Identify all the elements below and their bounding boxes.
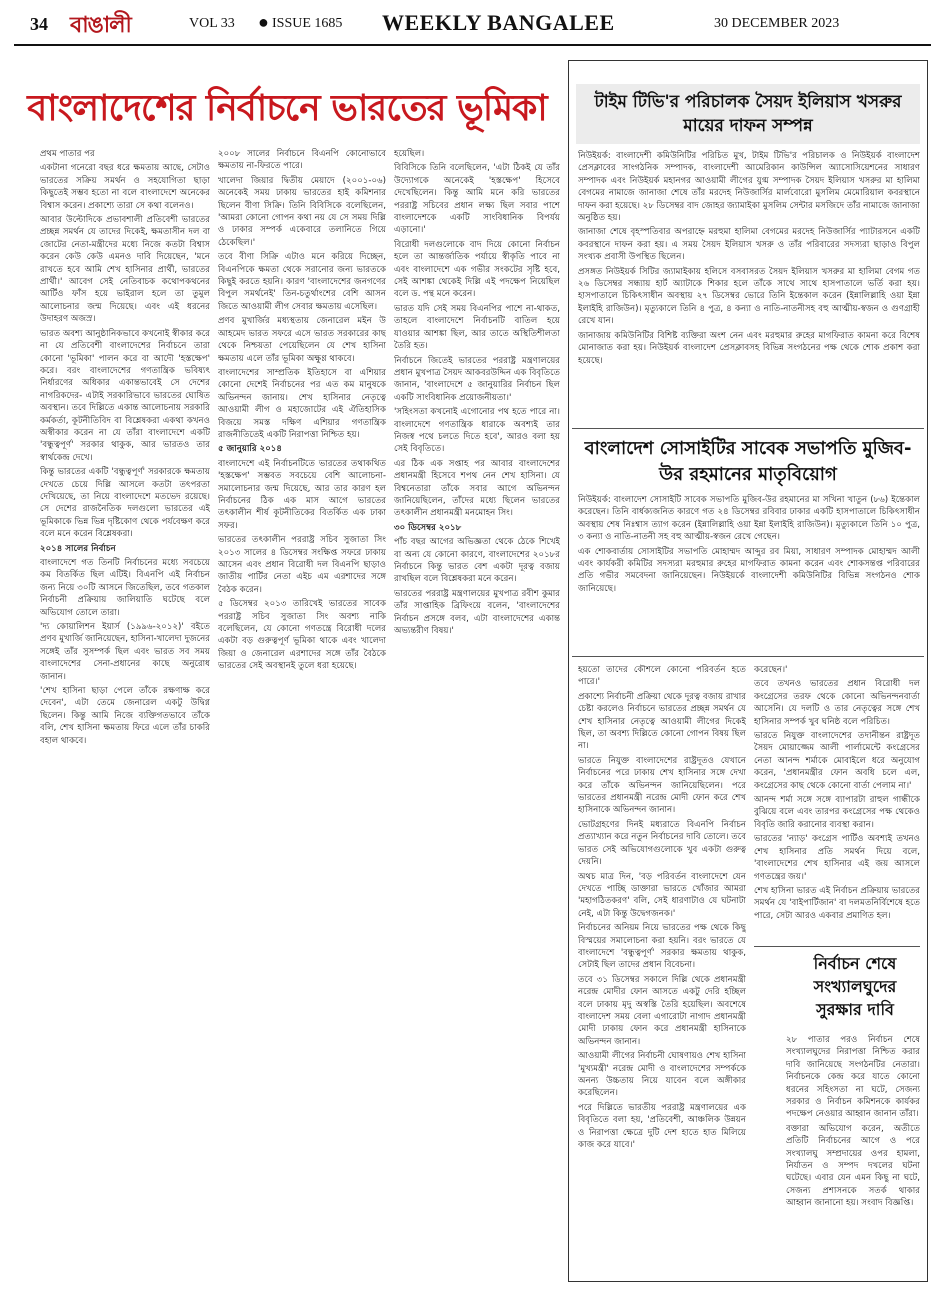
article-column-5 [754,664,920,942]
article-column-2 [218,148,386,1278]
divider [572,428,924,429]
paragraph: করেছেন।' [754,665,788,675]
paragraph: 'দ্য কোয়ালিশন ইয়ার্স (১৯৯৬-২০১২)' বইতে প্রণব মুখার্জি জানিয়েছেন, হাসিনা-খালেদা দুজনের সঙ্গেই তাঁর সুসম্পর্ক ছিল এবং ভারত সব সময় বাংলাদেশের সেনা-প্রধানের কাছে অনুরোধ জানান। [40,622,210,682]
paragraph: নির্বাচনে জিতেই ভারতের পররাষ্ট্র মন্ত্রণালয়ের প্রধান মুখপাত্র সৈয়দ আকবরউদ্দিন এক বিবৃতিতে জানান, 'বাংলাদেশে ৫ জানুয়ারির নির্বাচন ছিল একটি সাংবিধানিক প্রয়োজনীয়তা।' [394,355,560,403]
paragraph: কিন্তু ভারতের একটি 'বন্ধুত্বপূর্ণ' সরকারকে ক্ষমতায় দেখতে চেয়ে দিল্লি আসলে কতটা তৎপরতা দেখিয়েছে, তা নিয়ে বাংলাদেশে মতভেদ রয়েছে। সে দেশের রাজনৈতিক দলগুলো ভারতের এই ভূমিকাকে ভিন্ন ভিন্ন দৃষ্টিকোণ থেকে পর্যবেক্ষণ করে বলে মনে করেন বিশ্লেষকরা। [40,467,210,540]
paragraph: তবে বীণা সিক্রি এটাও মনে করিয়ে দিচ্ছেন, বিএনপিকে ক্ষমতা থেকে সরানোর জন্য ভারতকে কিছুই করতে হয়নি। কারণ 'বাংলাদেশের জনগণের বিপুল সমর্থনেই' তিন-চতুর্থাংশের বেশি আসন জিতে আওয়ামী লীগ সেবার ক্ষমতায় এসেছিল। [218,252,386,312]
article2-headline: টাইম টিভি'র পরিচালক সৈয়দ ইলিয়াস খসরুর মায়ের দাফন সম্পন্ন [576,84,920,144]
paragraph: হয়েছিল। [394,149,425,159]
article3-headline: বাংলাদেশ সোসাইটির সাবেক সভাপতি মুজিব-উর রহমানের মাতৃবিয়োগ [584,438,912,485]
paragraph: আবার উল্টোদিকে প্রভাবশালী প্রতিবেশী ভারতের প্রচ্ছন্ন সমর্থন যে তাদের দিকেই, ক্ষমতাসীন দল বা জোটের নেতা-মন্ত্রীদের মধ্যে নিজে কতটা বিশ্বাস করেন কেউ কেউ এমনও দাবি দিয়েছেন, 'মনে রাখতে হবে আমি শেখ হাসিনার প্রার্থী, ভারতের প্রার্থী।' আবেগ সেই নেতিবাচক কথোপকথনের আর্টিও ফাঁস হয়ে ভাইরাল হলে তা তুমুল আলোচনার জন্ম দিয়েছে। এবং এই ধরনের উদাহরণ অজস্র। [40,215,210,325]
paragraph: জানাজায় কমিউনিটির বিশিষ্ট ব্যক্তিরা অংশ নেন এবং মরহুমার রুহের মাগফিরাত কামনা করে বিশেষ মোনাজাত করা হয়। নিউইয়র্ক বাংলাদেশ প্রেসক্লাবসহ বিভিন্ন সংগঠনের পক্ষ থেকে শোক প্রকাশ করা হয়েছে। [578,330,920,366]
divider [572,656,924,657]
issue-date: 30 DECEMBER 2023 [714,16,840,31]
paragraph: জানাজা শেষে বৃহস্পতিবার অপরাহ্নে মরহুমা হালিমা বেগমের মরদেহ নিউজার্সির প্যাটারসনে একটি কবরস্থানে দাফন করা হয়। এ সময় সৈয়দ ইলিয়াস খসরু ও তাঁর পরিবারের সদস্যরা ছাড়াও বিপুল সংখ্যক প্রবাসী উপস্থিত ছিলেন। [578,227,920,263]
paragraph: বাংলাদেশে গত তিনটি নির্বাচনের মধ্যে সবচেয়ে কম বিতর্কিত ছিল এটিই। বিএনপি এই নির্বাচন জন্য নিয়ে ৩০টি আসনে জিতেছিল, তবে গতকাল নির্বাচনী প্রক্রিয়ায় জালিয়াতি ঘটেছে বলে অভিযোগ তোলে তারা। [40,558,210,618]
paragraph: প্রকাশ্যে নির্বাচনী প্রক্রিয়া থেকে দূরত্ব বজায় রাখার চেষ্টা করলেও নির্বাচনে ভারতের প্রচ্ছন্ন সমর্থন যে শেখ হাসিনার নেতৃত্বে আওয়ামী লীগের দিকেই ছিল, তা অবশ্য দিল্লিতে কোনো গোপন বিষয় ছিল না। [578,691,746,752]
main-headline: বাংলাদেশের নির্বাচনে ভারতের ভূমিকা [27,88,547,129]
masthead [14,6,931,46]
paragraph: বিবিসিকে তিনি বলেছিলেন, 'এটা ঠিকই যে তাঁর উদ্যোগকে অনেকেই 'হস্তক্ষেপ' হিসেবে দেখেছিলেন। কিন্তু আমি মনে করি ভারতের পররাষ্ট্র সচিবের প্রধান লক্ষ্য ছিল সবার পাশে বাংলাদেশকে একটি সাংবিধানিক বিপর্যয় এড়ানো।' [394,163,560,236]
paragraph: আনন্দ শর্মা সঙ্গে সঙ্গে ব্যাপারটা রাহুল গান্ধীকে বুঝিয়ে বলে এবং তারপর কংগ্রেসের পক্ষ থেকেও বিবৃতি জারি করানোর ব্যবস্থা করান। [754,795,920,830]
paragraph: তবে তখনও ভারতের প্রধান বিরোধী দল কংগ্রেসের তরফ থেকে কোনো অভিনন্দনবার্তা আসেনি। যে দলটি ও তার নেতৃত্বের সঙ্গে শেখ হাসিনার সম্পর্ক খুব ঘনিষ্ঠ বলে পরিচিত। [754,679,920,727]
paragraph: 'সহিংসতা কখনোই এগোনোর পথ হতে পারে না। বাংলাদেশে গণতান্ত্রিক ধারাকে অবশ্যই তার নিজস্ব পথে চলতে দিতে হবে', আরও বলা হয় সেই বিবৃতিতে। [394,407,560,455]
paragraph: তবে ৩১ ডিসেম্বর সকালে দিল্লি থেকে প্রধানমন্ত্রী নরেন্দ্র মোদীর ফোন আসতে একটু দেরি হচ্ছিল বলে ঢাকায় মৃদু অস্বস্তি তৈরি হয়েছিল। অবশেষে বাংলাদেশ সময় বেলা এগারোটা নাগাদ প্রধানমন্ত্রী মোদী ঢাকায় ফোন করে প্রধানমন্ত্রী হাসিনাকে অভিনন্দন জানান। [578,974,746,1047]
paragraph: বাংলাদেশের সাম্প্রতিক ইতিহাসে বা এশিয়ার কোনো দেশেই নির্বাচনের পর এত কম মানুষকে অভিনন্দন জানায়। শেখ হাসিনার নেতৃত্বে আওয়ামী লীগ ও মহাজোটের এই ঐতিহাসিক বিজয়ে সমস্ত দক্ষিণ এশিয়ার গণতান্ত্রিক রাজনীতিতেই একটি নিরাপত্তা নিশ্চিত হয়। [218,367,386,440]
article3-body [578,494,920,648]
paragraph: খালেদা জিয়ার দ্বিতীয় মেয়াদে (২০০১-০৬) অনেকেই সময় ঢাকায় ভারতের হাই কমিশনার ছিলেন বীণা সিক্রি। তিনি বিবিসিকে বলেছিলেন, 'আমরা কোনো গোপন কথা নয় যে সে সময় দিল্লি ও ঢাকার সম্পর্ক একেবারে তলানিতে গিয়ে ঠেকেছিল।' [218,175,386,248]
paragraph: 'শেখ হাসিনা ছাড়া পেলে তাঁকে রক্ষণাক্ষ করে দেবেন', এটা তেমে জেনারেল একটু উদ্বিগ্ন ছিলেন। কিন্তু আমি নিজে ব্যক্তিগতভাবে তাঁকে বলি, শেখ হাসিনা ক্ষমতায় ফিরে এলে তাঁর চাকরি বহাল থাকবে। [40,686,210,746]
article4-headline: নির্বাচন শেষে সংখ্যালঘুদের সুরক্ষার দাবি [813,954,897,1019]
paragraph: ভোটগ্রহণের দিনই মধ্যরাতে বিএনপি নির্বাচন প্রত্যাখ্যান করে নতুন নির্বাচনের দাবি তোলে। তবে ভারত সেই অভিযোগগুলোকে খুব একটা গুরুত্ব দেয়নি। [578,819,746,868]
paragraph: ভারত যদি সেই সময় বিএনপির পাশে না-থাকত, তাহলে বাংলাদেশে নির্বাচনটি বাতিল হয়ে যাওয়ার আশঙ্কা ছিল, আর তাতে অস্থিতিশীলতা তৈরি হত। [394,303,560,352]
paragraph: নিউইয়র্ক: বাংলাদেশী কমিউনিটির পরিচিত মুখ, টাইম টিভি'র পরিচালক ও নিউইয়র্ক বাংলাদেশ প্রেসক্লাবের সাংগঠনিক সম্পাদক, বাংলাদেশী আমেরিকান কাউন্সিল অ্যাসোসিয়েশনের সাধারণ সম্পাদক এবং নিউইয়র্ক মহানগর আওয়ামী লীগের যুগ্ম সম্পাদক সৈয়দ ইলিয়াস খসরুর মা হালিমা বেগমের নামাজে জানাজা শেষে তাঁর মরদেহ নিউজার্সির মার্লবোরো মুসলিম মেমোরিয়াল কবরস্থানে দাফন করা হয়েছে। ২৮ ডিসেম্বর বাদ জোহর জ্যামাইকা মুসলিম সেন্টার মসজিদে তাঁর নামাজে জানাজা অনুষ্ঠিত হয়। [578,151,920,224]
paragraph: পাঁচ বছর আগের অভিজ্ঞতা থেকে ঠেকে শিখেই বা অন্য যে কোনো কারণে, বাংলাদেশের ২০১৮র নির্বাচনে কিন্তু ভারত বেশ একটা দূরত্ব বজায় রাখছিল বলে বিশ্লেষকরা মনে করেন। [394,537,560,585]
paragraph: ভারতে নিযুক্ত বাংলাদেশের রাষ্ট্রদূতও যেখানে নির্বাচনের পরে ঢাকায় শেখ হাসিনার সঙ্গে দেখা করে তাঁকে অভিনন্দন জানিয়েছিলেন। পরে ভারতের প্রধানমন্ত্রী নরেন্দ্র মোদী ফোন করে শেখ হাসিনাকে অভিনন্দন জানান। [578,755,746,816]
paragraph: প্রসঙ্গত নিউইয়র্ক সিটির জ্যামাইকায় হলিসে বসবাসরত সৈয়দ ইলিয়াস খসরুর মা হালিমা বেগম গত ২৬ ডিসেম্বর সন্ধ্যায় হার্ট অ্যাটাকে শিকার হলে তাঁকে সাথে সাথে হাসপাতালে ভর্তি করা হয়। হাসপাতালে চিকিৎসাধীন অবস্থায় ২৭ ডিসেম্বর ভোরে তিনি ইন্তেকাল করেন (ইন্নালিল্লাহি ওয়া ইন্না ইলাইহি রাজিউন)। মৃত্যুকালে তিনি ৪ পুত্র, ৪ কন্যা ও নাতি-নাতনীসহ বহু আত্মীয়-স্বজন ও গুণগ্রাহী রেখে যান। [578,266,920,327]
article-column-4 [578,664,746,1278]
paragraph: ভারতের তৎকালীন পররাষ্ট্র সচিব সুজাতা সিং ২০১৩ সালের ৪ ডিসেম্বর সংক্ষিপ্ত সফরে ঢাকায় আসেন এবং প্রধান বিরোধী দল বিএনপি ছাড়াও জাতীয় পার্টির নেতা এইচ এম এরশাদের সঙ্গে বৈঠক করেন। [218,535,386,595]
paragraph: ভারতের পররাষ্ট্র মন্ত্রণালয়ের মুখপাত্র রবীশ কুমার তাঁর সাপ্তাহিক ব্রিফিংয়ে বলেন, 'বাংলাদেশের নির্বাচন প্রসঙ্গে বলব, এটা বাংলাদেশের একান্ত অভ্যন্তরীণ বিষয়।' [394,588,560,637]
paragraph: বাংলাদেশে এই নির্বাচনটিতে ভারতের তথাকথিত 'হস্তক্ষেপ' সম্ভবত সবচেয়ে বেশি আলোচনা-সমালোচনার জন্ম দিয়েছে, আর তার কারণ হল নির্বাচনের ঠিক এক মাস আগে ভারতের তৎকালীন শীর্ষ কূটনীতিকের বিতর্কিত এক ঢাকা সফর। [218,458,386,531]
separator-dot: ● [258,12,269,32]
paragraph: ৫ ডিসেম্বর ২০১৩ তারিখেই ভারতের সাবেক পররাষ্ট্র সচিব সুজাতা সিং অবশ্য নাকি বলেছিলেন, যে কোনো গণতন্ত্রে বিরোধী দলের একটা বড় গুরুত্বপূর্ণ ভূমিকা থাকে এবং খালেদা জিয়া ও জেনারেল এরশাদের সঙ্গে তাঁর বৈঠকে ভারতের সেই অবস্থানই তুলে ধরা হয়েছে। [218,599,386,672]
paragraph: নির্বাচনের অনিয়ম নিয়ে ভারতের পক্ষ থেকে কিছু বিস্ময়ের সমালোচনা করা হয়নি। বরং ভারতে যে বাংলাদেশে 'বন্ধুত্বপূর্ণ' সরকার ক্ষমতায় থাকুক, সেটাই ছিল তাদের প্রধান বিবেচনা। [578,923,746,971]
paragraph: ভারতের 'ন্যাড়' কংগ্রেস পার্টিও অবশ্যই তখনও শেখ হাসিনার প্রতি সমর্থন দিয়ে বলে, 'বাংলাদেশের শেখ হাসিনার এই জয় আসলে গণতন্ত্রের জয়।' [754,834,920,882]
paper-logo: বাঙালী [70,13,131,38]
paragraph: আওয়ামী লীগের নির্বাচনী ঘোষণায়ও শেখ হাসিনা 'মুখ্যমন্ত্রী' নরেন্দ্র মোদী ও বাংলাদেশের সম্পর্ককে অনন্য উচ্চতায় নিয়ে যাবেন বলে অঙ্গীকার করেছিলেন। [578,1051,746,1099]
issue-number: ISSUE 1685 [272,16,343,31]
article-column-3 [394,148,560,1278]
volume-number: VOL 33 [189,16,235,31]
paragraph: বক্তারা অভিযোগ করেন, অতীতে প্রতিটি নির্বাচনের আগে ও পরে সংখ্যালঘু সম্প্রদায়ের ওপর হামলা, নির্যাতন ও সম্পদ দখলের ঘটনা ঘটেছে। এবার যেন এমন কিছু না ঘটে, সেজন্য প্রশাসনকে সতর্ক থাকার আহ্বান জানানো হয়। সংবাদ বিজ্ঞপ্তি। [786,1123,920,1209]
article-column-1 [40,148,210,1278]
paragraph: এর ঠিক এক সপ্তাহ পর আবার বাংলাদেশের প্রধানমন্ত্রী হিসেবে শপথ নেন শেখ হাসিনা। যে বিশ্বনেতারা তাঁকে সবার আগে অভিনন্দন জানিয়েছিলেন, তাঁদের মধ্যে ছিলেন ভারতের তৎকালীন প্রধানমন্ত্রী মনমোহন সিং। [394,458,560,519]
paragraph: ২০০৮ সালের নির্বাচনে বিএনপি কোনোভাবে ক্ষমতায় না-ফিরতে পারে। [218,149,386,172]
page-number: 34 [30,14,48,34]
paragraph: ভারত অবশ্য আনুষ্ঠানিকভাবে কখনোই স্বীকার করে না যে প্রতিবেশী বাংলাদেশের নির্বাচনে তারা কোনো 'ভূমিকা' পালন করে বা আদৌ 'হস্তক্ষেপ' করে। বরং বাংলাদেশের গণতান্ত্রিক ভবিষ্যৎ নির্ধারণের অধিকার একান্তভাবেই সে দেশের নাগরিকদের- এটাই সরকারিভাবে ভারতের ঘোষিত অবস্থান। তবে দিল্লিতে একান্ত আলোচনায় সরকারি কর্মকর্তা, কূটনীতিবিদ বা বিশ্লেষকরা একথা কখনও অস্বীকার করেন না যে তাঁরা বাংলাদেশে একটি 'বন্ধুত্বপূর্ণ' সরকার থাকুক, আর ভারতও তার স্বার্থকেন্দ্র দেখে। [40,328,210,463]
section-subheading: ৫ জানুয়ারি ২০১৪ [218,444,282,455]
divider [754,946,920,947]
paragraph: ভারতে নিযুক্ত বাংলাদেশের তদানীন্তন রাষ্ট্রদূত সৈয়দ মোয়াজ্জেম আলী পার্লামেন্টে কংগ্রেসের নেতা আনন্দ শর্মাকে মোবাইলে ধরে অনুযোগ করেন, 'প্রধানমন্ত্রীর ফোন অবধি চলে এল, কংগ্রেসের কাছ থেকে কোনো বার্তা পেলাম না।' [754,731,920,791]
article2-body [578,150,920,420]
paragraph: প্রথম পাতার পর [40,149,95,159]
paragraph: নিউইয়র্ক: বাংলাদেশ সোসাইটি সাবেক সভাপতি মুজিব-উর রহমানের মা সখিনা খাতুন (৮৬) ইন্তেকাল করেছেন। তিনি বার্ধক্যজনিত কারণে গত ২৪ ডিসেম্বর রবিবার ঢাকার একটি হাসপাতালে চিকিৎসাধীন অবস্থায় শেষ নিঃশ্বাস ত্যাগ করেন (ইন্নালিল্লাহি ওয়া ইন্না ইলাইহি রাজিউন)। মৃত্যুকালে তিনি ১০ পুত্র, ৩ কন্যা ও নাতি-নাতনী সহ বহু আত্মীয়-স্বজন রেখে গেছেন। [578,495,920,543]
paragraph: পরে দিল্লিতে ভারতীয় পররাষ্ট্র মন্ত্রণালয়ের এক বিবৃতিতে বলা হয়, 'প্রতিবেশী, আঞ্চলিক উন্নয়ন ও নিরাপত্তা ক্ষেত্রে দুটি দেশ হাতে হাত মিলিয়ে কাজ করে যাবে।' [578,1102,746,1151]
paragraph: ২৮ পাতার পরও নির্বাচন শেষে সংখ্যালঘুদের নিরাপত্তা নিশ্চিত করার দাবি জানিয়েছে সংগঠনটির নেতারা। নির্বাচনকে কেন্দ্র করে যাতে কোনো ধরনের সহিংসতা না ঘটে, সেজন্য সরকার ও নির্বাচন কমিশনকে কার্যকর পদক্ষেপ নেওয়ার আহ্বান জানান তাঁরা। [786,1035,920,1120]
paragraph: এক শোকবার্তায় সোসাইটির সভাপতি মোহাম্মদ আব্দুর রব মিয়া, সাধারণ সম্পাদক মোহাম্মদ আলী এবং কার্যকরী কমিটির সদস্যরা মরহুমার রুহের মাগফিরাত কামনা করেন এবং শোকসন্তপ্ত পরিবারের প্রতি গভীর সমবেদনা জানিয়েছেন। নিউইয়র্কে বাংলাদেশী কমিউনিটির বিভিন্ন সংগঠনও শোক জানিয়েছে। [578,546,920,594]
section-subheading: ৩০ ডিসেম্বর ২০১৮ [394,522,462,533]
article4-body [786,1034,920,1278]
paragraph: হয়তো তাদের কৌশলে কোনো পরিবর্তন হতে পারে।' [578,665,746,688]
paragraph: প্রণব মুখার্জির মধ্যস্থতায় জেনারেল মইন উ আহমেদ ভারত সফরে এসে ভারত সরকারের কাছ থেকে নিশ্চয়তা পেয়েছিলেন যে শেখ হাসিনা ক্ষমতায় এলে তাঁর ভূমিকা অক্ষুণ্ণ থাকবে। [218,316,386,364]
paper-name: WEEKLY BANGALEE [382,10,615,35]
section-subheading: ২০১৪ সালের নির্বাচন [40,543,116,554]
paragraph: বিরোধী দলগুলোকে বাদ দিয়ে কোনো নির্বাচন হলে তা আন্তর্জাতিক পর্যায়ে স্বীকৃতি পাবে না এবং বাংলাদেশে এক গভীর সংকটের সৃষ্টি হবে, সেই আশঙ্কা থেকেই দিল্লি এই পদক্ষেপ নিয়েছিল বলে ড. পন্থ মনে করেন। [394,239,560,300]
paragraph: একটানা গনেরো বছর ধরে ক্ষমতায় আছে, সেটাও ভারতের সক্রিয় সমর্থন ও সহযোগিতা ছাড়া কিছুতেই সম্ভব হতো না বলে বাংলাদেশে অনেকের বিশ্বাস করেন। প্রকাশ্যে তারা সে কথা বলেনও। [40,163,210,211]
paragraph: শেখ হাসিনা ভারত এই নির্বাচন প্রক্রিয়ায় ভারতের সমর্থন যে 'বাইপার্টিজান' বা দলমতনির্বিশেষে হতে পারে, সেটা আরও একবার প্রমাণিত হল। [754,885,920,921]
paragraph: অথচ মাত্র দিন, 'বড় পরিবর্তন বাংলাদেশে যেন দেখতে পাচ্ছি ডাক্তারা ভারতে খোঁজার আমরা 'মহাগঠিতকরণ' বলি, সেই ধারণাটাও যে ঘটনাটা নেই, এটা কিন্তু উদ্বেগজনক।' [578,871,746,919]
